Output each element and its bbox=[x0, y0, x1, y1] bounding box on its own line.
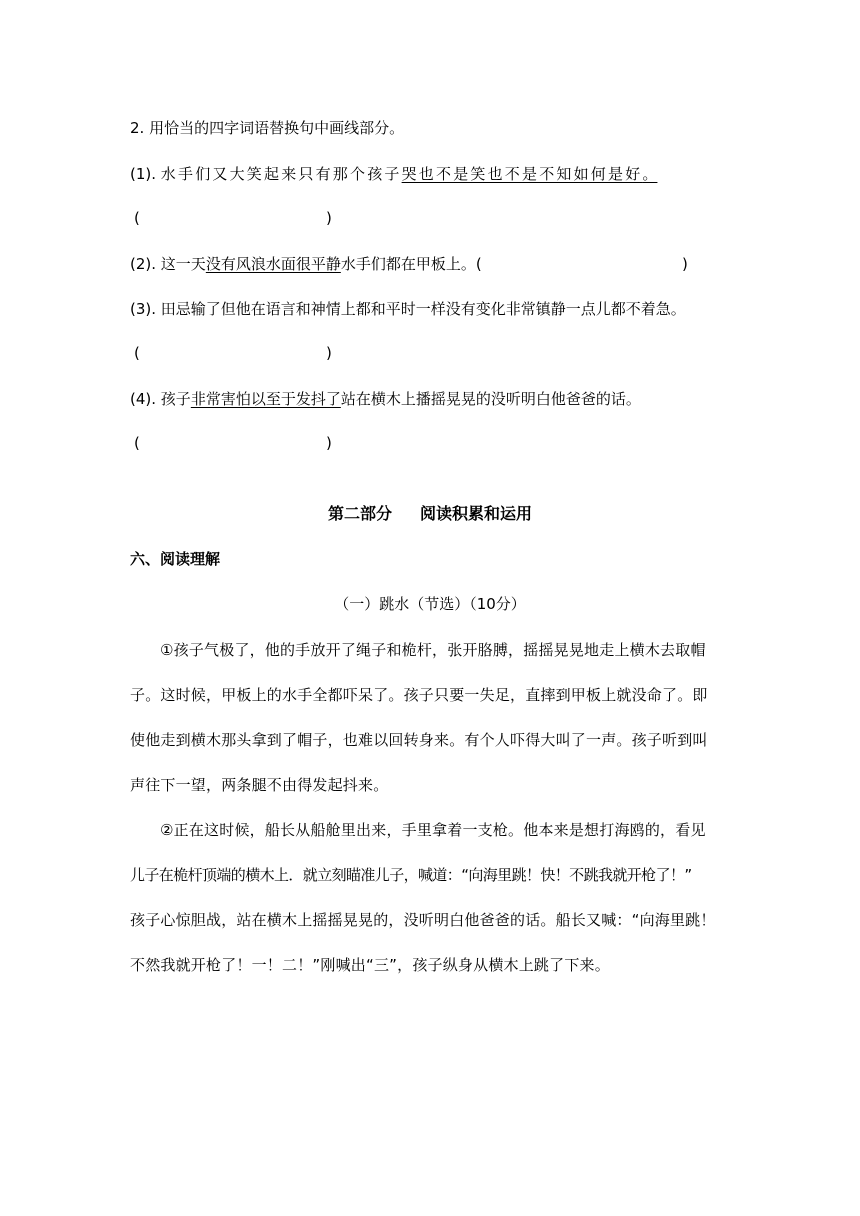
passage-title: （一）跳水（节选）（10分） bbox=[334, 595, 526, 613]
paragraph-2-line-3: 孩子心惊胆战，站在横木上摇摇晃晃的，没听明白他爸爸的话。船长又喊：“向海里跳！ bbox=[130, 911, 716, 929]
paragraph-1-line-4: 声往下一望，两条腿不由得发起抖来。 bbox=[130, 776, 389, 794]
item-text: 这一天 bbox=[160, 255, 206, 273]
paragraph-2-line-2: 儿子在桅杆顶端的横木上．就立刻瞄准儿子，喊道：“向海里跳！快！不跳我就开枪了！” bbox=[130, 866, 692, 884]
underlined-phrase: 没有风浪水面很平静 bbox=[205, 255, 341, 273]
answer-blank-3-open: ( bbox=[134, 344, 140, 362]
answer-blank-4-open: ( bbox=[134, 434, 140, 452]
paragraph-2-line-4: 不然我就开枪了！一！二！”刚喊出“三”，孩子纵身从横木上跳了下来。 bbox=[130, 956, 610, 974]
item-number: (1). bbox=[130, 165, 157, 183]
q2-item-4 bbox=[130, 389, 641, 409]
answer-blank-1-open: ( bbox=[134, 209, 140, 227]
q2-item-2 bbox=[130, 254, 482, 274]
answer-blank-2-open: ( bbox=[475, 255, 482, 273]
item-number: (3). bbox=[130, 300, 157, 318]
section-subtitle: 阅读积累和运用 bbox=[420, 504, 533, 523]
answer-blank-4-close: ) bbox=[326, 434, 332, 452]
item-number: (4). bbox=[130, 390, 157, 408]
item-text: 水手们又大笑起来只有那个孩子 bbox=[160, 165, 402, 183]
underlined-phrase: 非常害怕以至于发抖了 bbox=[190, 390, 341, 408]
item-text-post: 站在横木上播摇晃晃的没听明白他爸爸的话。 bbox=[340, 390, 641, 408]
item-text-post: 水手们都在甲板上。 bbox=[340, 255, 476, 273]
underlined-phrase: 哭也不是笑也不是不知如何是好 bbox=[401, 165, 643, 183]
section-title: 第二部分 bbox=[327, 504, 392, 523]
paragraph-1-line-1: ①孩子气极了，他的手放开了绳子和桅杆，张开胳膊，摇摇晃晃地走上横木去取帽 bbox=[160, 641, 706, 659]
part-6-heading: 六、阅读理解 bbox=[130, 550, 221, 568]
paragraph-2-line-1: ②正在这时候，船长从船舱里出来，手里拿着一支枪。他本来是想打海鸥的，看见 bbox=[160, 821, 706, 839]
item-text: 孩子 bbox=[160, 390, 191, 408]
paragraph-1-line-2: 子。这时候，甲板上的水手全都吓呆了。孩子只要一失足，直摔到甲板上就没命了。即 bbox=[130, 686, 708, 704]
question-2-title: 2. 用恰当的四字词语替换句中画线部分。 bbox=[130, 119, 405, 137]
q2-item-3 bbox=[130, 299, 686, 319]
section-heading bbox=[0, 504, 860, 524]
answer-blank-3-close: ) bbox=[326, 344, 332, 362]
q2-item-1 bbox=[130, 164, 657, 184]
item-text: 田忌输了但他在语言和神情上都和平时一样没有变化非常镇静一点儿都不着急。 bbox=[160, 300, 686, 318]
answer-blank-1-close: ) bbox=[326, 209, 332, 227]
answer-blank-2-close: ) bbox=[682, 255, 688, 273]
paragraph-1-line-3: 使他走到横木那头拿到了帽子，也难以回转身来。有个人吓得大叫了一声。孩子听到叫 bbox=[130, 731, 708, 749]
item-number: (2). bbox=[130, 255, 157, 273]
underlined-period: 。 bbox=[642, 165, 658, 183]
